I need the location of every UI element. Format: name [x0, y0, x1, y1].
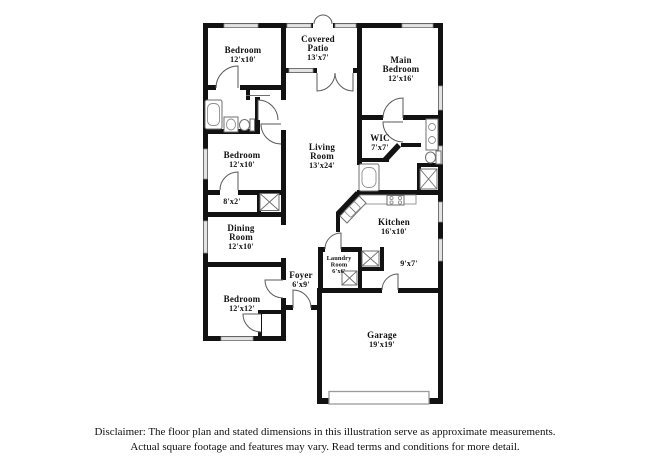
- window-bedroom-bottom: [221, 337, 253, 341]
- door-bedroom-bottom: [265, 280, 283, 298]
- window-bedroom-top: [224, 24, 258, 28]
- label-foyer-dims: 6'x9': [292, 280, 310, 289]
- label-wic: WIC: [370, 133, 390, 143]
- label-patio-1: Covered: [301, 34, 335, 44]
- sink-icon: [224, 117, 238, 132]
- label-patio-2: Patio: [307, 43, 329, 53]
- label-foyer: Foyer: [289, 270, 313, 280]
- label-wic-dims: 7'x7': [371, 143, 389, 152]
- label-bedroom-bottom: Bedroom: [223, 294, 261, 304]
- label-bedroom-bottom-dims: 12'x12': [229, 304, 255, 313]
- window-hall-right: [439, 239, 443, 261]
- door-closet-8x2: [220, 172, 238, 190]
- label-living-dims: 13'x24': [309, 161, 335, 170]
- master-toilet-icon: [426, 151, 442, 164]
- label-laundry-1: Laundry: [326, 255, 352, 262]
- label-bedroom-mid: Bedroom: [223, 150, 261, 160]
- bathtub-icon: [205, 100, 222, 129]
- disclaimer-line-1: Disclaimer: The floor plan and stated dimensions in this illustration serve as approximate measurements.: [94, 426, 556, 438]
- label-patio-dims: 13'x7': [307, 53, 329, 62]
- door-bedroom-top: [216, 66, 238, 88]
- window-patio-right: [335, 24, 356, 28]
- label-main-bedroom-1: Main: [390, 55, 412, 65]
- disclaimer: [0, 425, 650, 455]
- door-bedroom-mid: [261, 124, 281, 144]
- window-main-bedroom-top: [402, 24, 433, 28]
- toilet-icon: [240, 119, 255, 131]
- linen-box-icon: [260, 194, 279, 211]
- door-main-bedroom: [383, 98, 403, 118]
- window-patio-left: [287, 24, 311, 28]
- label-dining-2: Room: [229, 232, 253, 242]
- label-kitchen-dims: 16'x10': [381, 227, 407, 236]
- water-heater-icon: [362, 251, 379, 266]
- garage-door: [329, 392, 429, 405]
- label-bedroom-mid-dims: 12'x10': [229, 160, 255, 169]
- label-garage-dims: 19'x19': [369, 340, 395, 349]
- window-dining-left: [204, 221, 208, 253]
- window-patio-bottom: [289, 69, 313, 73]
- master-tub-icon: [359, 164, 379, 191]
- label-kitchen: Kitchen: [378, 217, 410, 227]
- label-main-bedroom-2: Bedroom: [382, 64, 420, 74]
- window-bedroom-mid-left: [204, 149, 208, 179]
- window-kitchen-right: [439, 202, 443, 222]
- door-front-entry: [293, 290, 311, 308]
- master-vanity-icon: [426, 119, 438, 150]
- label-hall-9x7: 9'x7': [400, 259, 418, 268]
- label-closet-8x2: 8'x2': [223, 197, 241, 206]
- label-laundry-dims: 6'x6': [332, 268, 346, 275]
- door-garage-entry: [382, 274, 398, 290]
- disclaimer-line-2: Actual square footage and features may vary. Read terms and conditions for more detail.: [130, 441, 520, 453]
- door-closet-bedroom-bottom: [243, 314, 261, 332]
- stove-icon: [387, 196, 404, 206]
- door-bathroom: [258, 100, 278, 120]
- label-laundry-2: Room: [330, 261, 348, 269]
- window-main-bedroom-right: [439, 86, 443, 110]
- label-dining-1: Dining: [227, 223, 255, 233]
- door-patio-left-leaf: [317, 73, 335, 91]
- master-shower-icon: [420, 169, 437, 189]
- door-patio-right-leaf: [335, 73, 353, 91]
- label-living-1: Living: [308, 142, 336, 152]
- door-laundry: [325, 233, 341, 249]
- label-bedroom-top-dims: 12'x10': [230, 55, 256, 64]
- door-patio-exterior: [314, 15, 332, 24]
- label-garage: Garage: [367, 330, 397, 340]
- label-dining-dims: 12'x10': [228, 242, 254, 251]
- label-bedroom-top: Bedroom: [224, 45, 262, 55]
- label-main-bedroom-dims: 12'x16': [388, 74, 414, 83]
- label-living-2: Room: [310, 151, 334, 161]
